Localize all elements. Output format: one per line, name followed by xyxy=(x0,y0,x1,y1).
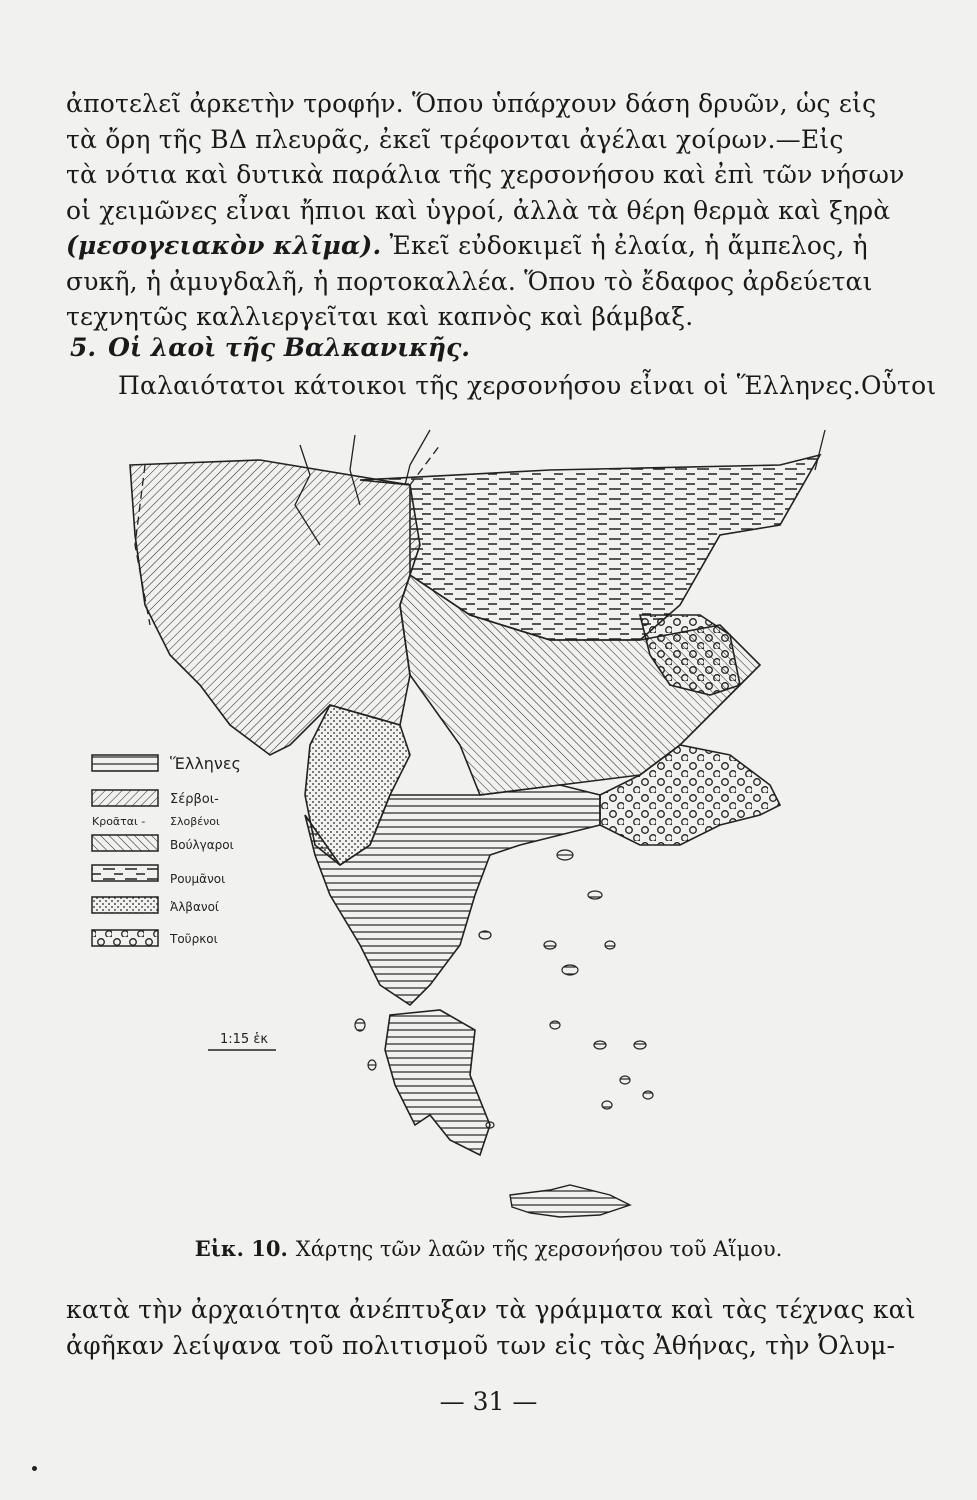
section-title: Οἱ λαοὶ τῆς Βαλκανικῆς. xyxy=(108,333,471,362)
section-number: 5. xyxy=(70,333,97,362)
map-scale xyxy=(208,1032,276,1050)
scale-label: 1:15 ἑκ xyxy=(220,1032,269,1047)
paragraph-climate xyxy=(66,86,905,335)
peloponnese xyxy=(385,1010,490,1155)
text-line: Παλαιότατοι κάτοικοι τῆς χερσονήσου εἶναι οἱ Ἕλληνες.Οὗτοι xyxy=(118,371,937,400)
text-line: ἀφῆκαν λείψανα τοῦ πολιτισμοῦ των εἰς τὰς Ἀθήνας, τὴν Ὀλυμ- xyxy=(66,1330,896,1360)
legend-label-romanians: Ρουμᾶνοι xyxy=(170,872,226,886)
paragraph-peoples xyxy=(118,368,937,404)
caption-text: Χάρτης τῶν λαῶν τῆς χερσονήσου τοῦ Αἵμου. xyxy=(295,1237,783,1261)
figure-caption xyxy=(0,1236,977,1261)
page-number: — 31 — xyxy=(439,1387,538,1416)
text-line: ἀποτελεῖ ἀρκετὴν τροφήν. Ὅπου ὑπάρχουν δάση δρυῶν, ὡς εἰς xyxy=(66,89,877,118)
emphasis-term: (μεσογειακὸν κλῖμα). xyxy=(66,231,382,260)
text-line: τεχνητῶς καλλιεργεῖται καὶ καπνὸς καὶ βάμβαξ. xyxy=(66,302,694,331)
crete-island xyxy=(510,1185,630,1217)
text-line: τὰ ὄρη τῆς ΒΔ πλευρᾶς, ἐκεῖ τρέφονται ἀγέλαι χοίρων.—Εἰς xyxy=(66,124,844,154)
legend-label-albanians: Ἀλβανοί xyxy=(170,900,219,914)
text-line: συκῆ, ἡ ἀμυγδαλῆ, ἡ πορτοκαλλέα. Ὅπου τὸ ἔδαφος ἀρδεύεται xyxy=(66,266,873,296)
section-heading xyxy=(70,333,470,362)
paragraph-antiquity xyxy=(66,1292,916,1363)
caption-label: Εἰκ. 10. xyxy=(194,1236,288,1261)
legend-label-croats: Κροᾶται - xyxy=(92,815,146,828)
text-line: τὰ νότια καὶ δυτικὰ παράλια τῆς χερσονήσου καὶ ἐπὶ τῶν νήσων xyxy=(66,160,905,189)
legend-label-bulgarians: Βούλγαροι xyxy=(170,838,234,852)
map-legend xyxy=(92,754,241,946)
text-line: οἱ χειμῶνες εἶναι ἤπιοι καὶ ὑγροί, ἀλλὰ τὰ θέρη θερμὰ καὶ ξηρὰ xyxy=(66,195,891,225)
print-speck xyxy=(32,1466,37,1471)
legend-label-greeks: Ἕλληνες xyxy=(170,754,241,773)
text-run: Ἐκεῖ εὐδοκιμεῖ ἡ ἐλαία, ἡ ἄμπελος, ἡ xyxy=(381,231,868,260)
text-line xyxy=(66,228,868,264)
legend-label-serbs: Σέρβοι- xyxy=(170,792,219,807)
text-line: κατὰ τὴν ἀρχαιότητα ἀνέπτυξαν τὰ γράμματα καὶ τὰς τέχνας καὶ xyxy=(66,1295,916,1324)
legend-label-turks: Τοῦρκοι xyxy=(170,932,218,946)
legend-label-slovenes: Σλοβένοι xyxy=(170,815,220,828)
serbo-croat-region xyxy=(130,460,420,755)
ethnographic-map xyxy=(80,425,840,1225)
